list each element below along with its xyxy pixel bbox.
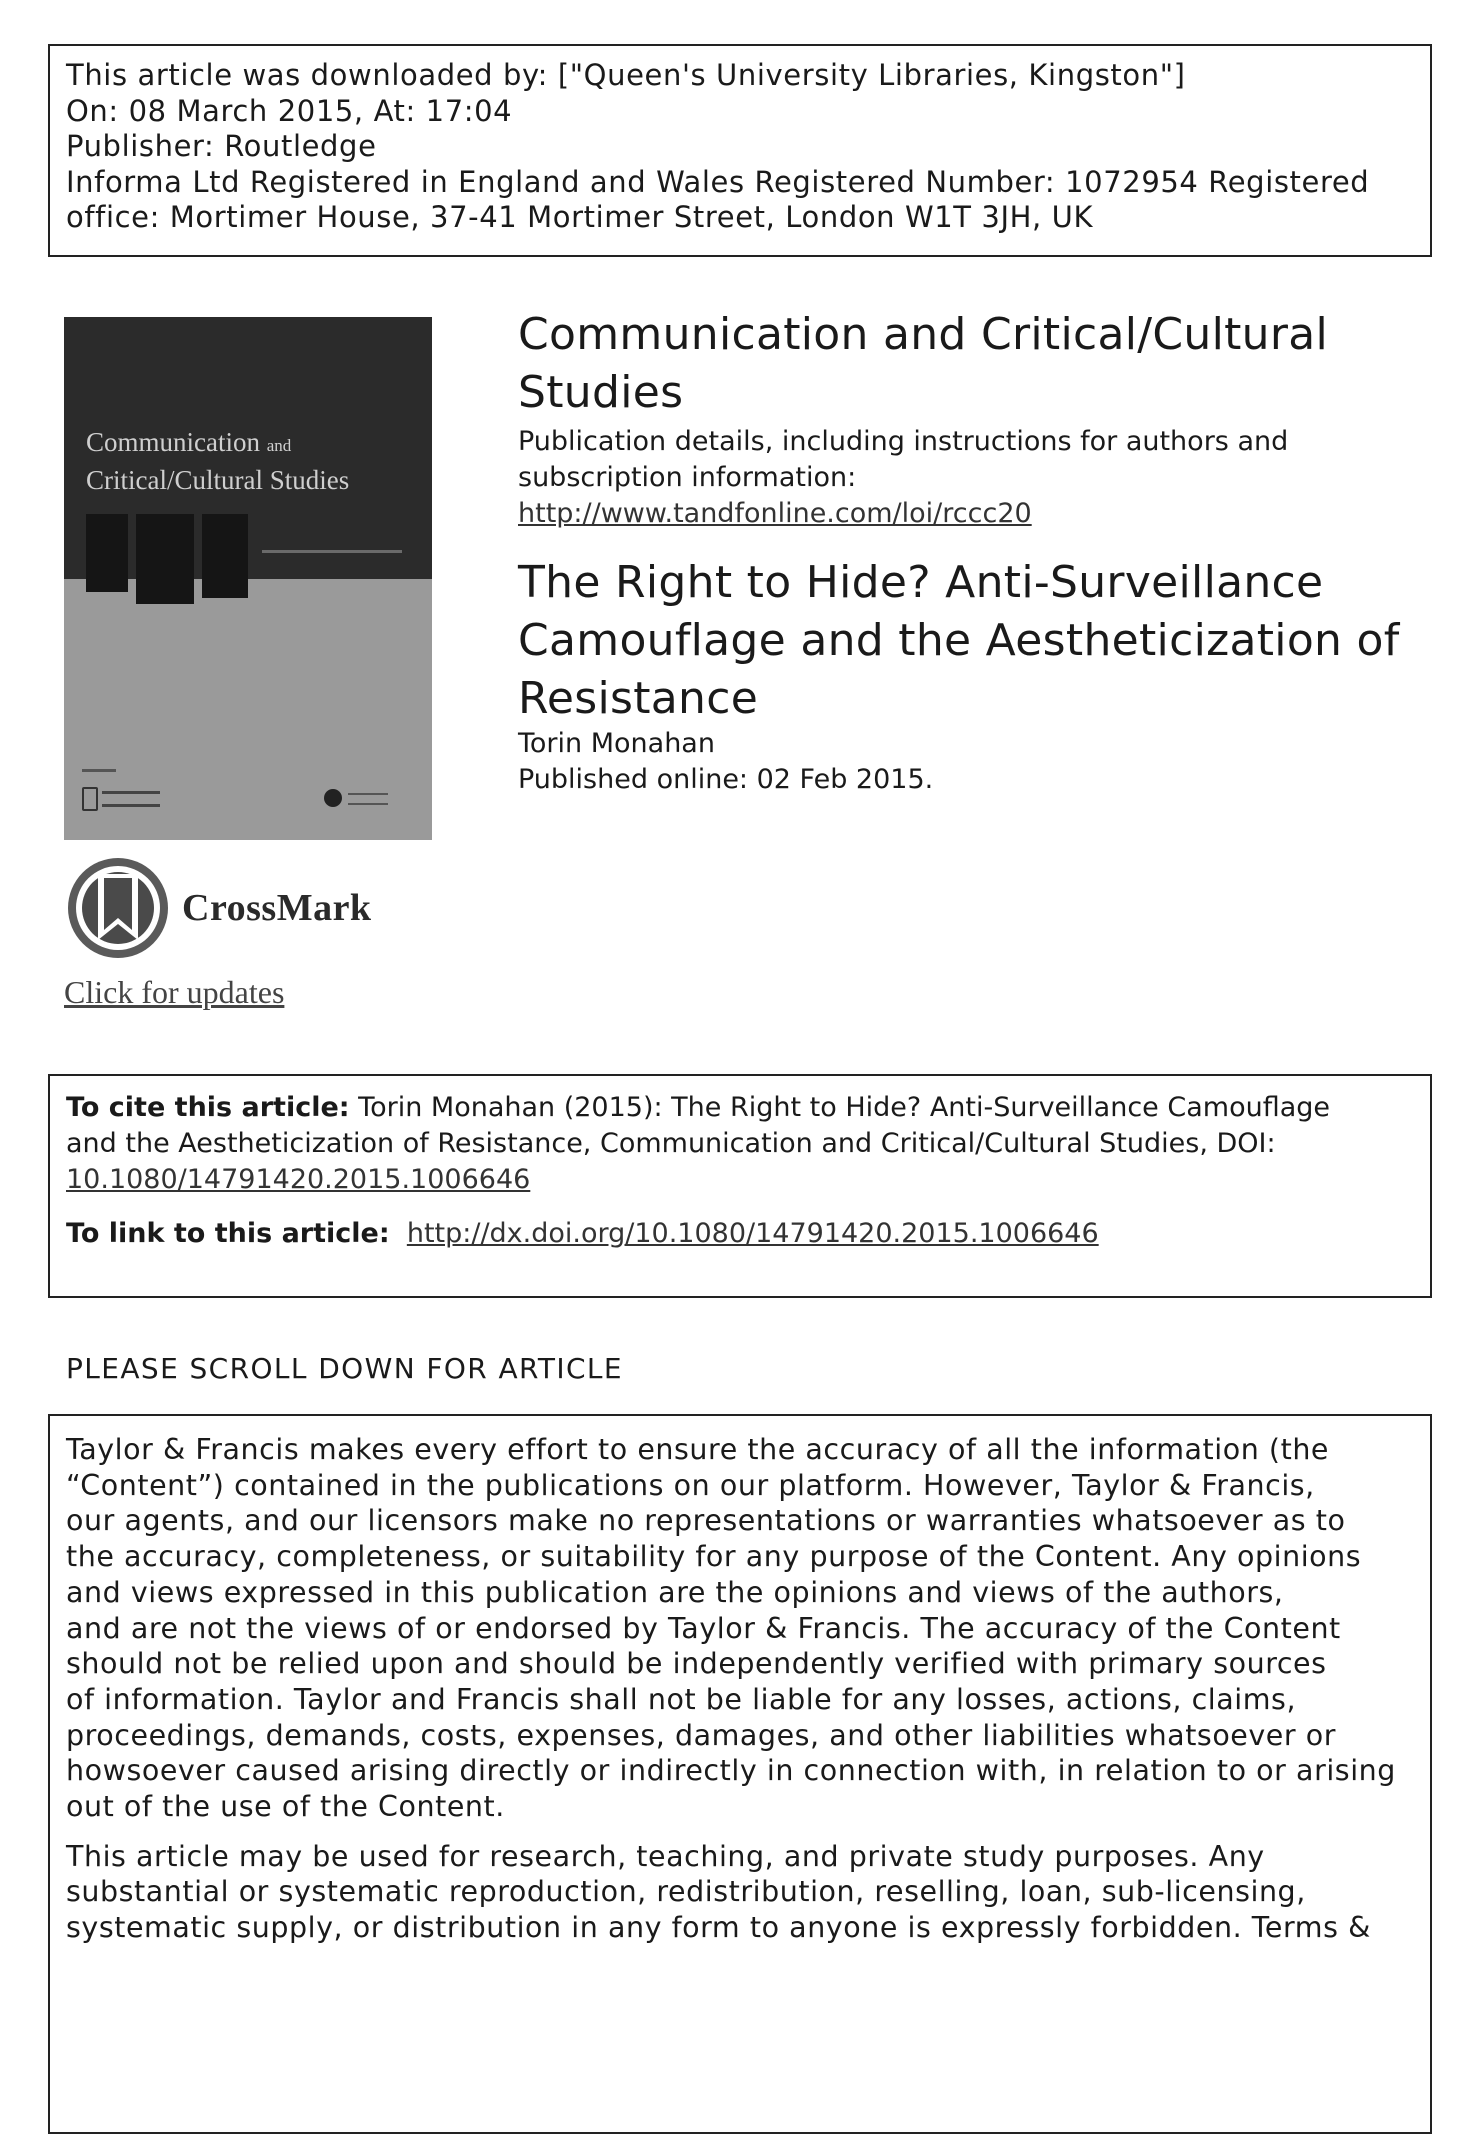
article-meta bbox=[518, 726, 933, 798]
routledge-logo bbox=[82, 787, 98, 811]
article-doi-url-link[interactable]: http://dx.doi.org/10.1080/14791420.2015.1006646 bbox=[406, 1218, 1099, 1249]
association-wordmark bbox=[348, 793, 388, 805]
article-link-line bbox=[66, 1216, 1414, 1252]
disclaimer-line: of information. Taylor and Francis shall not be liable for any losses, actions, claims, bbox=[66, 1682, 1297, 1716]
disclaimer-paragraph-1 bbox=[66, 1432, 1414, 1825]
download-notice-box bbox=[48, 44, 1432, 257]
click-for-updates-link[interactable]: Click for updates bbox=[64, 974, 285, 1010]
cover-photo bbox=[86, 514, 128, 592]
journal-title-line: Studies bbox=[518, 367, 684, 418]
citation-box bbox=[48, 1074, 1432, 1298]
publication-details-line: Publication details, including instructions for authors and bbox=[518, 426, 1289, 457]
article-author: Torin Monahan bbox=[518, 728, 715, 759]
scroll-down-notice: PLEASE SCROLL DOWN FOR ARTICLE bbox=[66, 1352, 624, 1385]
link-label: To link to this article: bbox=[66, 1218, 390, 1249]
disclaimer-line: substantial or systematic reproduction, redistribution, reselling, loan, sub-licensing, bbox=[66, 1875, 1306, 1909]
download-notice-line: On: 08 March 2015, At: 17:04 bbox=[66, 93, 513, 128]
download-notice-line: This article was downloaded by: ["Queen's University Libraries, Kingston"] bbox=[66, 58, 1186, 92]
published-date: Published online: 02 Feb 2015. bbox=[518, 764, 934, 795]
crossmark-label: CrossMark bbox=[182, 887, 372, 929]
download-notice-line: Informa Ltd Registered in England and Wales Registered Number: 1072954 Registered bbox=[66, 164, 1370, 199]
doi-link[interactable]: 10.1080/14791420.2015.1006646 bbox=[66, 1164, 531, 1195]
cover-title-line2: Critical/Cultural Studies bbox=[86, 465, 350, 495]
cover-issue-line bbox=[262, 550, 402, 553]
disclaimer-line: Taylor & Francis makes every effort to ensure the accuracy of all the information (the bbox=[66, 1433, 1330, 1466]
cite-text: Torin Monahan (2015): The Right to Hide? Anti-Surveillance Camouflage bbox=[349, 1092, 1331, 1123]
disclaimer-line: out of the use of the Content. bbox=[66, 1790, 505, 1824]
disclaimer-line: should not be relied upon and should be independently verified with primary sources bbox=[66, 1647, 1327, 1681]
crossmark-icon[interactable] bbox=[64, 854, 172, 962]
journal-cover-image bbox=[64, 317, 432, 840]
disclaimer-paragraph-2 bbox=[66, 1839, 1414, 1946]
article-title-line: The Right to Hide? Anti-Surveillance bbox=[518, 557, 1324, 608]
article-title-line: Camouflage and the Aestheticization of bbox=[518, 615, 1400, 666]
journal-title bbox=[518, 306, 1328, 422]
cover-photo bbox=[136, 514, 194, 604]
article-title bbox=[518, 554, 1400, 728]
disclaimer-line: howsoever caused arising directly or indirectly in connection with, in relation to or arising bbox=[66, 1754, 1396, 1788]
cover-editor-line bbox=[82, 769, 116, 772]
publication-details bbox=[518, 424, 1288, 532]
disclaimer-line: and views expressed in this publication are the opinions and views of the authors, bbox=[66, 1575, 1284, 1609]
disclaimer-line: our agents, and our licensors make no representations or warranties whatsoever as to bbox=[66, 1504, 1346, 1538]
journal-title-line: Communication and Critical/Cultural bbox=[518, 309, 1329, 360]
download-notice-line: Publisher: Routledge bbox=[66, 129, 377, 163]
cite-line bbox=[66, 1090, 1414, 1126]
cite-line bbox=[66, 1162, 1414, 1198]
publication-details-line: subscription information: bbox=[518, 462, 857, 493]
cover-photo bbox=[202, 514, 248, 598]
download-notice-line: office: Mortimer House, 37-41 Mortimer Street, London W1T 3JH, UK bbox=[66, 200, 1094, 234]
disclaimer-line: systematic supply, or distribution in any form to anyone is expressly forbidden. Terms & bbox=[66, 1911, 1371, 1945]
association-logo bbox=[324, 789, 342, 807]
routledge-wordmark bbox=[102, 791, 160, 807]
disclaimer-line: and are not the views of or endorsed by Taylor & Francis. The accuracy of the Content bbox=[66, 1611, 1341, 1645]
disclaimer-line: proceedings, demands, costs, expenses, damages, and other liabilities whatsoever or bbox=[66, 1718, 1337, 1752]
disclaimer-line: This article may be used for research, teaching, and private study purposes. Any bbox=[66, 1839, 1265, 1873]
cite-label: To cite this article: bbox=[66, 1092, 350, 1123]
disclaimer-line: “Content”) contained in the publications on our platform. However, Taylor & Francis, bbox=[66, 1468, 1315, 1502]
article-title-line: Resistance bbox=[518, 673, 759, 724]
cover-title-line1: Communication bbox=[86, 427, 260, 457]
disclaimer-line: the accuracy, completeness, or suitability for any purpose of the Content. Any opinions bbox=[66, 1540, 1362, 1574]
journal-url-link[interactable]: http://www.tandfonline.com/loi/rccc20 bbox=[518, 498, 1032, 529]
cite-line: and the Aestheticization of Resistance, Communication and Critical/Cultural Studies, DOI: bbox=[66, 1128, 1276, 1159]
cover-title-and: and bbox=[266, 436, 292, 455]
disclaimer-box bbox=[48, 1414, 1432, 2134]
cover-title bbox=[86, 425, 349, 497]
